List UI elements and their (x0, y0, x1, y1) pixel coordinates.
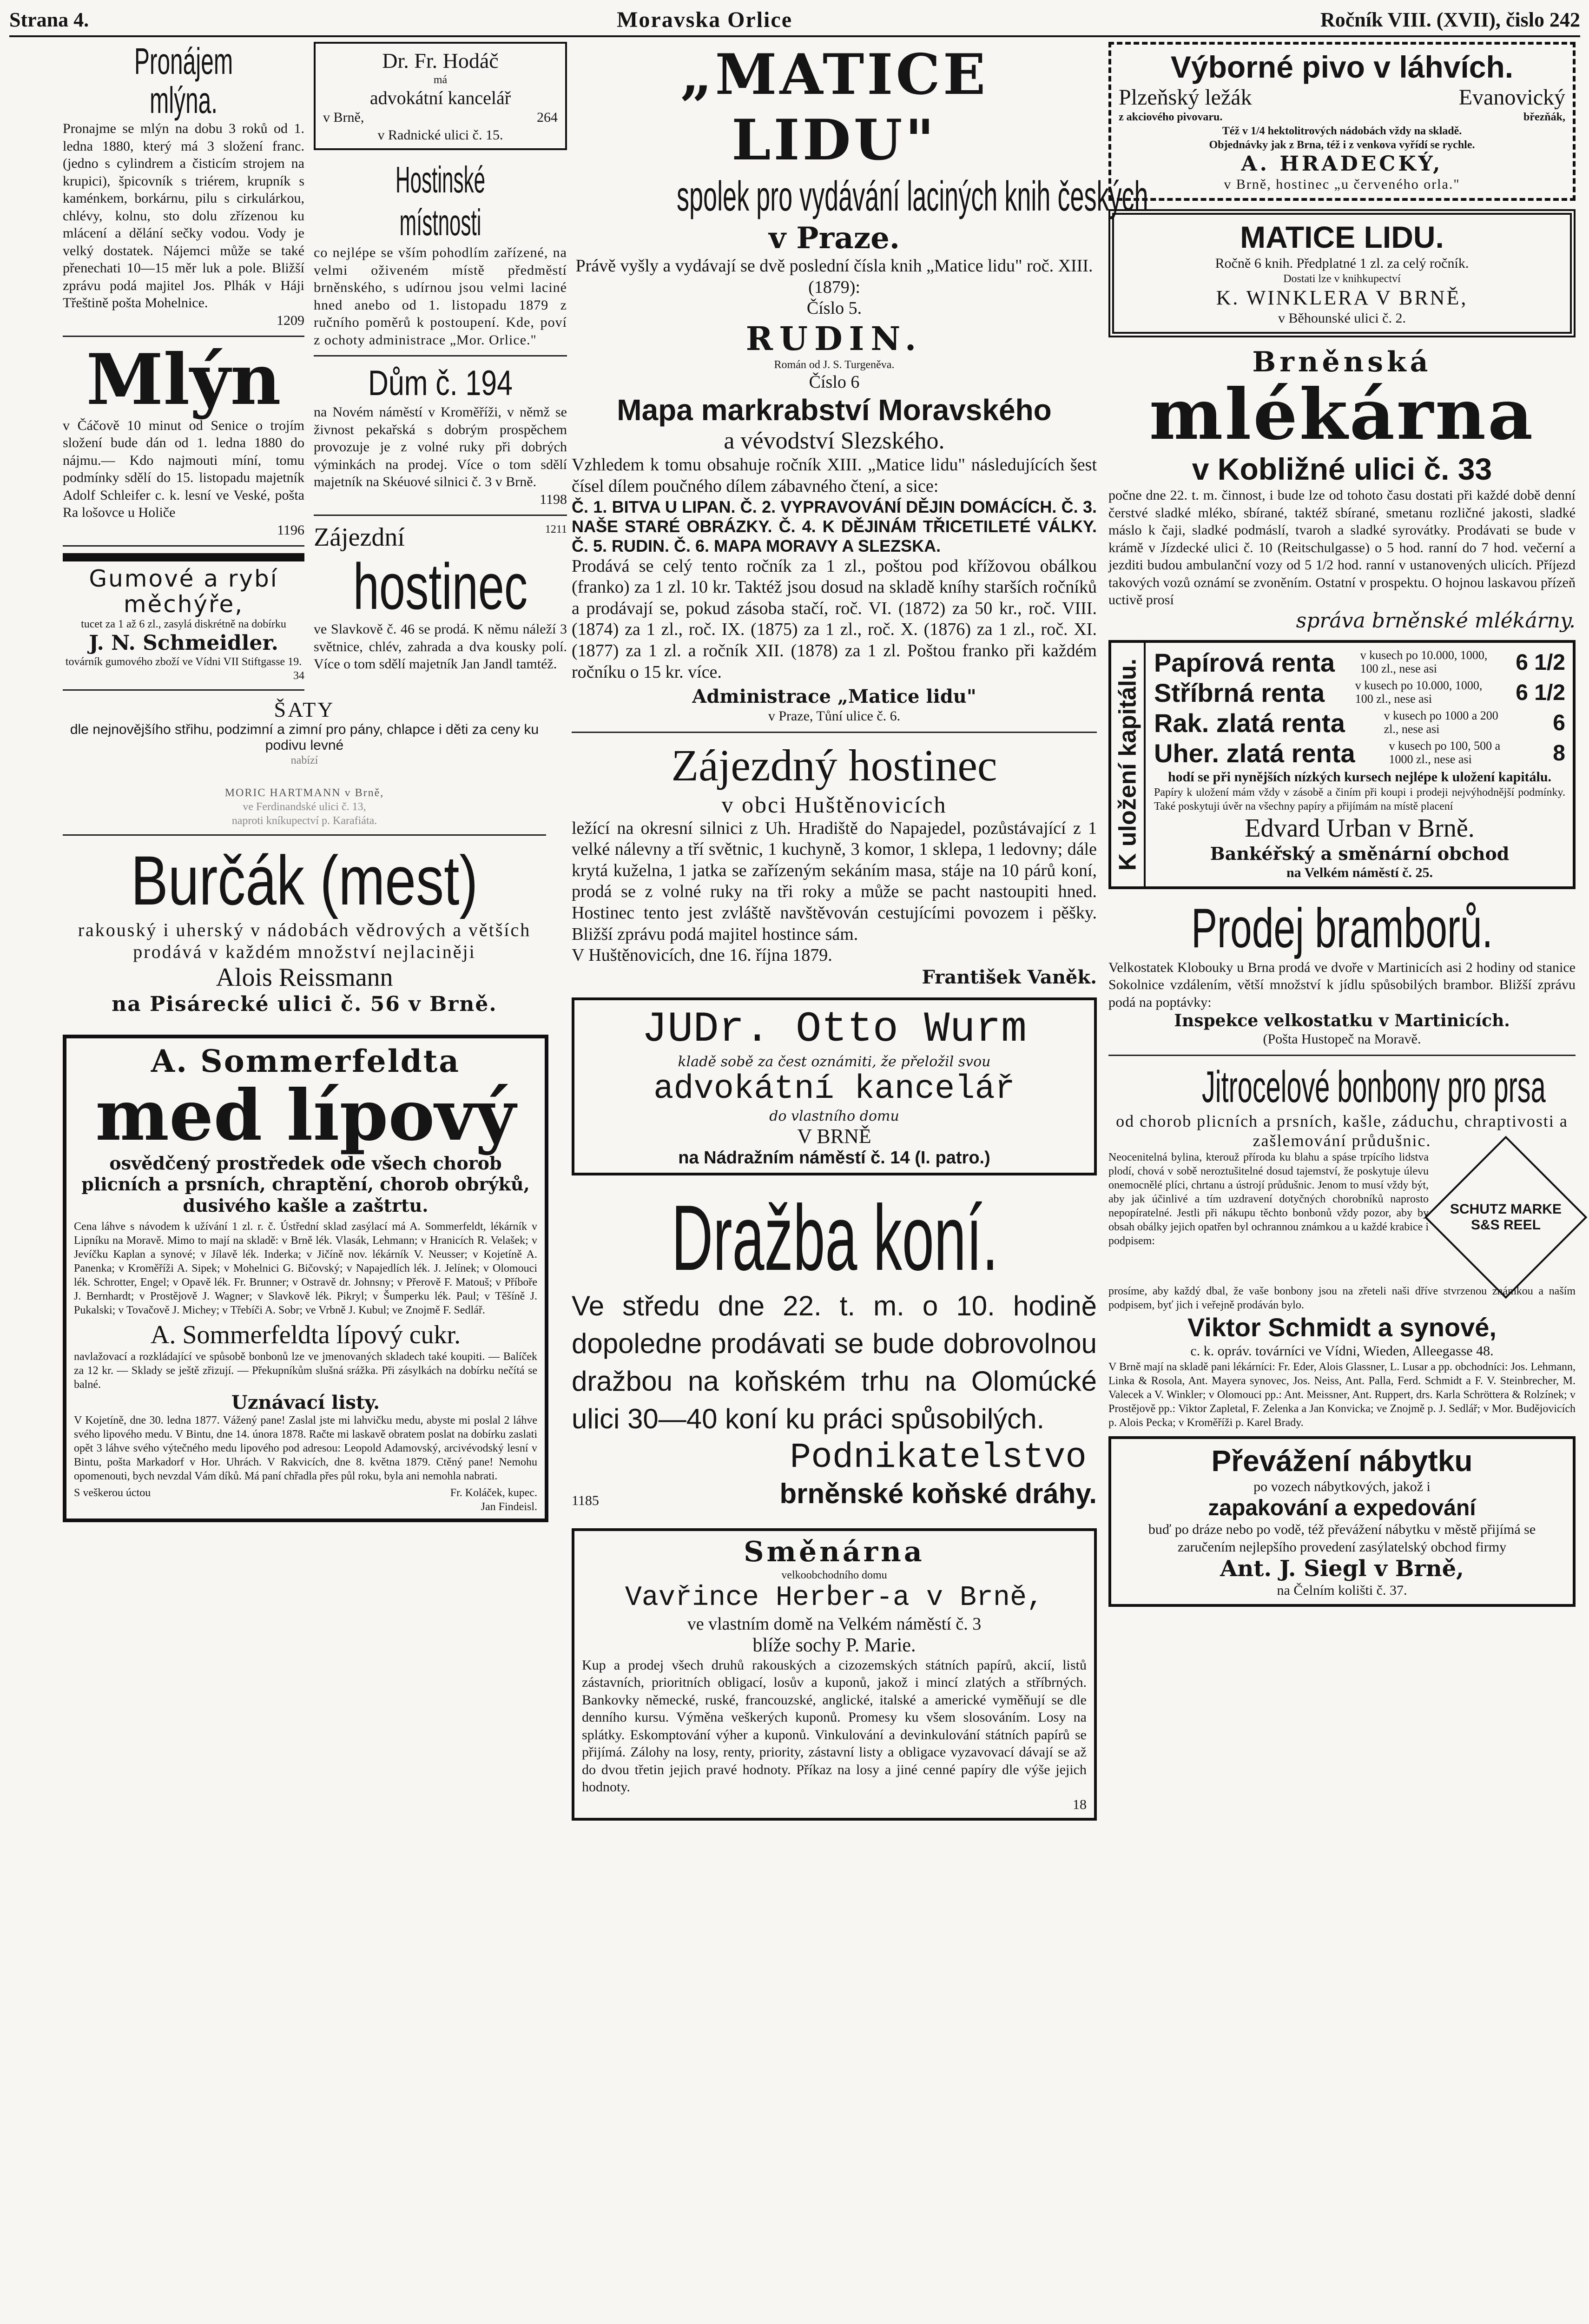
ad-sub: spolek pro vydávání laciných knih českých (677, 173, 1148, 220)
renta-row (1154, 678, 1565, 708)
ad-body: ležící na okresní silnici z Uh. Hradiště do Napajedel, pozůstávající z 1 velké nálevny a tří světnic, 1 kuchyně, 3 komor, 1 sklepa, 1 ledovny; dále krytá kuželna, 1 jatka se zařízeným sekáním masa, stáje na 10 párů koní, prodá se z volné ruky na tři roky a může se pacht nastoupiti hned. Hostinec tento jest zvláště navštěvován cestujícími povozem i pěšky. Bližší zprávu podá majitel hostince sám. (572, 818, 1097, 944)
ad-line: dle nejnovějšího střihu, podzimní a zimní pro pány, chlapce i děti za ceny ku podivu levné (70, 722, 539, 753)
ad-line: Též v 1/4 hektolitrových nádobách vždy na skladě. (1222, 125, 1462, 137)
ad-body: Ve středu dne 22. t. m. o 10. hodině dopoledne prodávati se bude dobrovolnou dražbou na koňském trhu na Olomúcké ulici 30—40 koní ku práci spůsobilých. (572, 1290, 1097, 1434)
ad-sub: v obci Huštěnovicích (721, 791, 947, 818)
renta-note: v kusech po 100, 500 a 1000 zl., nese asi (1389, 739, 1501, 766)
ad-city: v Praze. (768, 221, 900, 256)
ad-number: 1198 (540, 491, 567, 507)
renta-rate: 6 1/2 (1516, 680, 1565, 705)
stamp-text: SCHUTZ MARKE (1450, 1202, 1562, 1217)
ad-line: má (433, 74, 448, 86)
ad-sellers: V Brně mají na skladě pani lékárníci: Fr. Eder, Alois Glassner, L. Lusar a pp. obchodníci: Jos. Lehmann, Linka & Rosola, Ant. Mayera synovec, Jos. Neiss, Ant. Palla, Ferd. Schmidt a F. V. Steinbrecher, M. Valecek a V. Winkler; v Olomouci pp.: Ant. Meissner, Ant. Ruppert, drs. Karla Schröttera & Rolzínek; v Prostějově pp.: Viktor Zapletal, F. Zelenka a Jan Konvicka; ve Znojmě p. J. Sedlář; v Mor. Budějovicích p. Alois Pecka; v Kroměříži p. Karel Brady. (1108, 1360, 1576, 1429)
ad-pronajem-mlyna (63, 42, 304, 329)
ad-body: Papíry k uložení mám vždy v zásobě a činím při koupi i prodeji nejvýhodnější podmínky. Také poskytuji úvěr na všechny papíry a přijímám na místě placení (1154, 786, 1565, 812)
ad-wurm (572, 997, 1097, 1175)
renta-rate: 6 1/2 (1516, 650, 1565, 675)
ad-title: Burčák (mest) (131, 841, 478, 919)
ad-number: 1196 (277, 522, 304, 538)
ad-cislo: Číslo 5. (806, 298, 862, 318)
ad-right: Evanovický (1458, 85, 1565, 110)
ad-pre: Brněnská (1252, 345, 1432, 378)
ad-line: Ročně 6 knih. Předplatné 1 zl. za celý ročník. (1215, 255, 1469, 271)
ad-smenarna (572, 1528, 1097, 1821)
ad-number: 34 (293, 670, 304, 682)
renta-label: Stříbrná renta (1154, 678, 1325, 707)
ad-name: Vavřince Herber-a v Brně, (625, 1582, 1044, 1614)
ad-signature: Jan Findeisl. (481, 1501, 537, 1513)
ad-closing: S veškerou úctou (74, 1487, 151, 1499)
ad-title: hostinec (353, 550, 528, 623)
renta-rows (1154, 647, 1565, 768)
ad-street: v Kobližné ulici č. 33 (1192, 452, 1492, 486)
ad-admin-address: v Praze, Tůní ulice č. 6. (768, 708, 901, 724)
ad-mapa: Mapa markrabství Moravského (617, 393, 1052, 427)
ad-body: v Čáčově 10 minut od Senice o trojím složení bude dán od 1. ledna 1880 do nájmu.— Kdo najmouti míní, tomu podmínky sdělí do 15. listopadu majetník Adolf Schleifer c. k. lesní ve Veské, pošta Ra lošovce u Holiče (63, 417, 304, 520)
ad-date: V Huštěnovicích, dne 16. října 1879. (572, 945, 832, 965)
renta-note: v kusech po 10.000, 1000, 100 zl., nese asi (1360, 648, 1488, 675)
ad-number: 1185 (572, 1493, 599, 1509)
ad-brambory (1108, 898, 1576, 1048)
ad-dum (314, 363, 567, 508)
ad-name: Ant. J. Siegl v Brně, (1220, 1556, 1464, 1582)
ad-cukr-body: navlažovací a rozkládající ve spůsobě bonbonů lze ve jmenovaných skladech také koupiti. — Balíček za 12 kr. — Sklady se ještě zřizují. — Překupníkům slušná srážka. Při zásylkách na dobírku nečítá se balné. (74, 1351, 537, 1391)
ad-line: (Pošta Hustopeč na Moravě. (1263, 1031, 1421, 1047)
ad-title: Hostinské místnosti (395, 159, 486, 243)
ad-admin: Administrace „Matice lidu" (692, 686, 976, 708)
stamp-text: S&S REEL (1470, 1217, 1541, 1233)
ad-line: nabízí (290, 754, 318, 766)
ad-vertical-text: K uložení kapitálu. (1114, 658, 1141, 871)
ad-med-lipovy (63, 1035, 548, 1522)
ad-mlekarna (1108, 346, 1576, 633)
ad-burcak (63, 842, 546, 1016)
ad-bonbony (1108, 1063, 1576, 1430)
ad-body: Cena láhve s návodem k užívání 1 zl. r. č. Ústřední sklad zasýlací má A. Sommerfeldt, lékárník v Lipníku na Moravě. Mimo to mají na skladě: v Brně lék. Vlasák, Lehmann; v Hranicích R. Velašek; v Jevíčku Kaplan a synové; v Jílavě lék. Inderka; v Jičíně nov. lékárník V. Neusser; v Kojetíně A. Panenka; v Kroměříži A. Sipek; v Mohelnici G. Bičovský; v Napajedlích lék. J. Jelínek; v Olomouci lék. Schrotter, Engel; v Opavě lék. Fr. Brunner; v Ostravě dr. Johnsny; v Přerově F. Matouš; v Příboře J. Bernhardt; v Prostějově J. Wagner; v Slavkově lék. Pikryl; v Šumperku lék. Paul; v Těšíně J. Pukalski; v Tovačově J. Michey; v Třebíči A. Sobr; ve Vrbně J. Kubul; ve Znojmě F. Sedlář. (74, 1221, 537, 1317)
ad-office: advokátní kancelář (653, 1070, 1015, 1108)
ad-title: Gumové a rybí měchýře, (89, 565, 278, 618)
ad-city: v Brně, (323, 110, 364, 125)
ad-hostinske (314, 158, 567, 349)
ad-signature: František Vaněk. (922, 966, 1097, 988)
ad-left: Plzeňský ležák (1119, 85, 1252, 110)
newspaper-title: Moravska Orlice (617, 7, 792, 32)
ad-hodac (314, 42, 567, 150)
ad-office: advokátní kancelář (369, 87, 511, 108)
ad-address: v Radnické ulici č. 15. (377, 127, 503, 143)
ad-mapa2: a vévodství Slezského. (724, 428, 945, 455)
ad-title: Převážení nábytku (1211, 1444, 1473, 1478)
ad-sub: osvědčený prostředek ode všech chorob plicních a prsních, chraptění, chorob obrýků, dusivého kašle a zaštrtu. (81, 1152, 530, 1216)
ad-title: mlékárna (1149, 373, 1535, 456)
ad-line: Dostati lze v knihkupectví (1283, 273, 1401, 285)
trademark-stamp (1424, 1136, 1588, 1299)
renta-row (1154, 738, 1565, 768)
renta-label: Papírová renta (1154, 647, 1335, 677)
ad-body: Kup a prodej všech druhů rakouských a cizozemských státních papírů, akcií, listů zástavních, prioritních obligací, losův a kuponů, jakož i mincí zlatých a stříbrných. Bankovky německé, ruské, francouzské, anglické, italské a americké vyměňují se dle denního kursu. Výměna veškerých kuponů. Promesy ku všem slosováním. Losy na splátky. Eskomptování výher a kuponů. Vinkulování a devinkulování státních papírů se přijímá. Zálohy na losy, renty, priority, zástavní listy a obligace vyzavovací dávají se až do dvou třetin jejich pravé hodnoty. Příkaz na losy a jiné cenné papíry dle výše jejich hodnoty. (582, 1657, 1087, 1795)
ad-number: 18 (1073, 1796, 1087, 1812)
ad-matice2 (1108, 209, 1576, 337)
issue-info: Ročník VIII. (XVII), čislo 242 (1320, 8, 1580, 31)
ad-line: naproti kníkupectví p. Karafiáta. (231, 815, 377, 827)
ad-line: ve Ferdinandské ulici č. 13, (243, 801, 366, 813)
ad-line: Objednávky jak z Brna, též i z venkova vyřídí se rychle. (1209, 139, 1475, 151)
ad-line: po vozech nábytkových, jakož i (1253, 1479, 1431, 1494)
ad-address: na Nádražním náměstí č. 14 (I. patro.) (678, 1148, 990, 1168)
ad-name: Dr. Fr. Hodáč (382, 49, 499, 73)
ad-line: továrník gumového zboží ve Vídni VII Stiftgasse 19. (65, 656, 302, 668)
ad-uznani-body: V Kojetíně, dne 30. ledna 1877. Vážený pane! Zaslal jste mi lahvičku medu, abyste mi poslal 2 láhve svého lipového medu. V Bintu, dne 14. února 1878. Račte mi laskavě obratem poslat na dobírku zaslati opět 3 láhve svého výtečného medu lipového pod adresou: Leopold Adamovský, arcivévodský lesní v Bintu, pošta Markadorf v Hor. Uhrách. V Rakvicích, dne 8. května 1879. Ctěný pane! Nemohu opomenouti, bych nevzdal Vám díků. Má paní chřadla přes půl roku, byla ani nemohla nabrati. (74, 1414, 537, 1483)
ad-city: V BRNĚ (797, 1124, 871, 1148)
ad-line: do vlastního domu (769, 1108, 899, 1124)
ad-title: med lípový (95, 1075, 516, 1156)
renta-rate: 8 (1553, 740, 1565, 766)
ad-signature: správa brněnské mlékárny. (1296, 608, 1576, 633)
ad-title: ŠATY (274, 698, 335, 721)
ad-line: blíže sochy P. Marie. (752, 1634, 916, 1656)
ad-sub: od chorob plicních a prsních, kašle, záduchu, chraptivosti a zašlemování průdušnic. (1116, 1112, 1568, 1150)
ad-name: J. N. Schmeidler. (89, 631, 278, 655)
ad-name: MORIC HARTMANN v Brně, (224, 787, 384, 799)
column-2 (314, 42, 567, 673)
ad-pivo (1108, 42, 1576, 201)
ad-roman: Román od J. S. Turgeněva. (774, 358, 895, 371)
renta-row (1154, 708, 1565, 738)
ad-body: prosíme, aby každý dbal, že vaše bonbony jsou na zřeteli naši dříve stvrzenou známkou a naším podpisem, byť jich i veřejně prodáván bylo. (1108, 1285, 1576, 1312)
ad-title: Výborné pivo v láhvích. (1170, 50, 1514, 84)
ad-renta (1108, 640, 1576, 889)
renta-note: v kusech po 1000 a 200 zl., nese asi (1384, 709, 1498, 736)
ad-line: hodí se při nynějších nízkých kursech nejlépe k uložení kapitálu. (1167, 769, 1552, 785)
ad-drazba-koni (572, 1186, 1097, 1510)
ad-number: 1209 (277, 312, 304, 328)
ad-cukr-title: A. Sommerfeldta lípový cukr. (150, 1320, 461, 1350)
ad-body: buď po dráze nebo po vodě, též převážení nábytku v městě přijímá se zaručením nejlepšího provedení zasýlatelský obchod firmy (1148, 1522, 1536, 1555)
ad-body: co nejlépe se vším pohodlím zařízené, na velmi oživeném místě předměstí brněnského, s udírnou jsou velmi laciné hned anebo od 1. listopadu 1879 z ručního poměrů k postoupení. Kde, poví z ochoty administrace „Mor. Orlice." (314, 245, 567, 348)
ad-rudin: RUDIN. (745, 319, 923, 358)
ad-line: z akciového pivovaru. (1119, 111, 1223, 123)
ad-body: na Novém náměstí v Kroměříži, v němž se živnost pekařská s dobrým prospěchem provozuje je z volné ruky při dobrých výminkách na prodej. Více o tom sdělí majetník na Skéuové silnici č. 3 v Brně. (314, 404, 567, 489)
renta-rate: 6 (1553, 710, 1565, 735)
ad-body: Pronajme se mlýn na dobu 3 roků od 1. ledna 1880, který má 3 složení franc. (jedno s cylindrem a čisticím strojem na krupici), špicovník s triérem, krupník s kaménkem, borkárnu, pilu s cirkulárkou, chlévy, kolnu, sto dolu zřízenou ku mlácení a dělání sečky vodou. Vody je velký dostatek. Nájemci může se také přenechati 10—15 měr luk a pole. Bližší zprávu podá majitel Jos. Plhák v Háji Třeštině pošta Mohelnice. (63, 121, 304, 310)
page-header (9, 4, 1580, 37)
ad-title-top: Zájezdní (314, 523, 405, 552)
ad-name: Viktor Schmidt a synové, (1187, 1313, 1497, 1342)
ad-address: na Čelním kolišti č. 37. (1277, 1583, 1407, 1598)
ad-title: Jitrocelové bonbony pro prsa (1202, 1062, 1546, 1112)
renta-row (1154, 647, 1565, 678)
ad-address: v Brně, hostinec „u červeného orla." (1224, 177, 1460, 192)
ad-body: Neocenitelná bylina, kterouž příroda ku blahu a spáse trpícího lidstva plodí, chová v sobě neroztušitelné dosud tajemství, že poskytuje úlevu onemocnělé plíci, chrtanu a ústrojí průdušnic. Jenom to musí vždy být, aby jak účinlivé a tím uzdravení dotyčných chorobníků naprosto nepopíratelné. Jestli při nákupu těchto bonbonů vždy pozor, aby by obsah obálky jejich opatřen byl ochrannou známkou a u každé krabice i podpisem: (1108, 1151, 1429, 1248)
ad-body: rakouský i uherský v nádobách vědrových a větších prodává v každém množství nejlaciněji (78, 919, 531, 962)
ad-name: Alois Reissmann (216, 963, 393, 992)
ad-saty (63, 697, 546, 828)
ad-title: Prodej bramborů. (1191, 897, 1493, 959)
ad-address: na Pisárecké ulici č. 56 v Brně. (112, 992, 497, 1016)
ad-vertical-label (1111, 643, 1146, 886)
ad-zajezdny-hostinec (572, 739, 1097, 988)
ad-sub: Bankéřský a směnární obchod (1210, 843, 1510, 864)
ad-signature: Fr. Koláček, kupec. (450, 1487, 537, 1499)
ad-name: Edvard Urban v Brně. (1245, 814, 1475, 843)
ad-name: Inspekce velkostatku v Martinicích. (1174, 1011, 1510, 1030)
ad-brand: A. Sommerfeldta (151, 1043, 461, 1079)
ad-title: Mlýn (86, 339, 281, 421)
ad-title: Pronájem mlýna. (134, 40, 233, 121)
ad-mlyn (63, 339, 304, 539)
ad-sub: velkoobchodního domu (781, 1569, 887, 1581)
ad-address: v Běhounské ulici č. 2. (1278, 310, 1406, 326)
ad-uznani-title: Uznávací listy. (231, 1392, 380, 1414)
ad-title: „MATICE LIDU" (680, 42, 989, 173)
ad-name: JUDr. Otto Wurm (641, 1004, 1027, 1054)
ad-list: Č. 1. BITVA U LIPAN. Č. 2. VYPRAVOVÁNÍ DĚJIN DOMÁCÍCH. Č. 3. NAŠE STARÉ OBRÁZKY. Č. 4. K DĚJINÁM TŘICETILETÉ VÁLKY. Č. 5. RUDIN. Č. 6. MAPA MORAVY A SLEZSKA. (572, 497, 1097, 555)
ad-title: Dražba koní. (671, 1186, 998, 1290)
ad-matice-lidu (572, 42, 1148, 725)
ad-line: tucet za 1 až 6 zl., zasylá diskrétně na dobírku (81, 618, 286, 630)
ad-title: MATICE LIDU. (1240, 219, 1444, 254)
ad-line: ve vlastním domě na Velkém náměstí č. 3 (687, 1614, 982, 1634)
ad-number: 264 (537, 110, 558, 125)
ad-line: březňák, (1523, 111, 1565, 123)
ad-body: počne dne 22. t. m. činnost, i bude lze od tohoto času dostati při každé době denní čerstvé sladké mléko, sbírané, taktéž sbírané, smetanu rozličné jakosti, sladké máslo k čaji, sladké podmáslí, tvaroh a sladké syrovátky. Prodávati se bude v krámě v Jízdecké ulici č. 10 (Reitschulgasse) o 5 hod. ranní do 7 hod. večerní a jezditi budou ambulanční vozy od 5 1/2 hod. ranní v ustanovených ulicích. Příjezd takových vozů oznámí se zvoněním. Ostatní v prospektu. O hojnou laskavou přízeň uctivě prosí (1108, 488, 1576, 607)
column-4 (1108, 42, 1576, 1615)
ad-signature: brněnské koňské dráhy. (779, 1478, 1097, 1509)
ad-title: Dům č. 194 (368, 363, 513, 403)
ad-nabytek (1108, 1436, 1576, 1607)
ad-cislo: Číslo 6 (809, 372, 860, 392)
ad-body: ve Slavkově č. 46 se prodá. K němu náleží 3 světnice, chlév, zahrada a dva kousky polí. Více o tom sdělí majetník Jan Jandl tamtéž. (314, 621, 567, 672)
renta-label: Rak. zlatá renta (1154, 708, 1345, 738)
ad-gumove (63, 553, 304, 683)
ad-number: 1211 (545, 523, 567, 535)
ad-title2: zapakování a expedování (1208, 1496, 1476, 1521)
ad-body: Vzhledem k tomu obsahuje ročník XIII. „Matice lidu" následujících šest čísel dílem poučného dílem zábavného čtení, a sice: (572, 455, 1097, 496)
ad-line: kladě sobě za čest oznámiti, že přeložil svou (678, 1053, 991, 1070)
renta-note: v kusech po 10.000, 1000, 100 zl., nese asi (1355, 679, 1483, 706)
renta-label: Uher. zlatá renta (1154, 738, 1355, 768)
ad-address: c. k. opráv. továrníci ve Vídni, Wieden, Alleegasse 48. (1190, 1343, 1494, 1359)
ad-address: na Velkém náměstí č. 25. (1286, 865, 1433, 880)
ad-title: Směnárna (744, 1535, 925, 1568)
ad-intro: Právě vyšly a vydávají se dvě poslední čísla knih „Matice lidu" roč. XIII. (1879): (575, 256, 1093, 297)
ad-title: Zájezdný hostinec (671, 740, 997, 790)
ad-name: K. WINKLERA V BRNĚ, (1216, 286, 1468, 309)
ad-hostinec (314, 522, 567, 673)
page-number: Strana 4. (9, 8, 89, 31)
ad-name: A. HRADECKÝ, (1241, 152, 1443, 176)
ad-signature: Podnikatelstvo (790, 1437, 1087, 1478)
ad-body: Velkostatek Klobouky u Brna prodá ve dvoře v Martinicích asi 2 hodiny od stanice Sokolnice vzdálením, větší množství k jídlu spůsobilých brambor. Bližší zprávu podá na poptávky: (1108, 959, 1576, 1010)
ad-price: Prodává se celý tento ročník za 1 zl., poštou pod křížovou obálkou (franko) za 1 zl. 10 kr. Taktéž jsou dosud na skladě kníhy starších ročníků a prodávají se, pokud zásoba stačí, roč. VI. (1872) za 50 kr., roč. VIII. (1874) za 1 zl., roč. IX. (1875) za 1 zl., roč. X. (1876) za 1 zl., roč. XI. (1877) za 1 zl. a ročník XII. (1878) za 1 zl. Poštou franko při každém ročníku o 15 kr. více. (572, 556, 1097, 682)
